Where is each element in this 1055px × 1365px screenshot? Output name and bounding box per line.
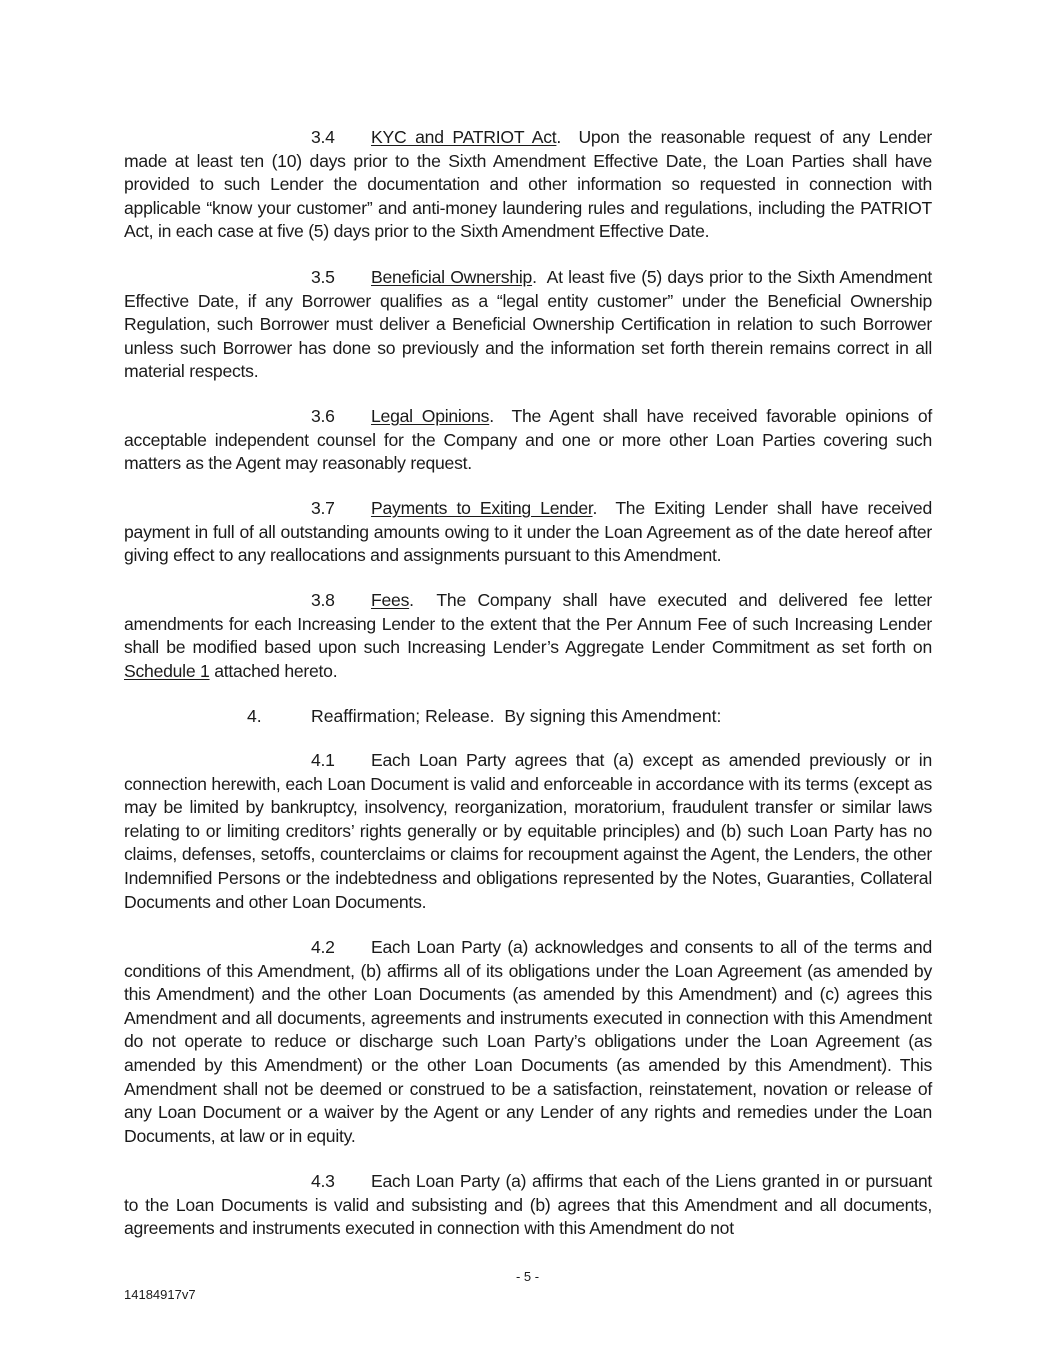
section-title: Fees [371, 590, 410, 610]
section-number: 3.6 [311, 406, 335, 426]
subsection-text: Each Loan Party agrees that (a) except as amended previously or in connection herewith, each Loan Document is valid and enforceable in accordance with its terms (except as may be limited by bankruptcy, insolvency, reorganization, moratorium, fraudulent transfer or similar laws relating to or limiting creditors’ rights generally or by equitable principles) and (b) such Loan Party has no claims, defenses, setoffs, counterclaims or claims for recoupment against the Agent, the Lenders, the other Indemnified Persons or the indebtedness and obligations represented by the Notes, Guaranties, Collateral Documents and other Loan Documents. [124, 750, 932, 912]
heading-text: By signing this Amendment: [504, 706, 722, 726]
subsection-4-1 [124, 749, 932, 914]
heading-title: Reaffirmation; Release. [311, 706, 495, 726]
section-text: Upon the reasonable request of any Lender made at least ten (10) days prior to the Sixth Amendment Effective Date, the Loan Parties shall have provided to such Lender the documentation and other information so requested in connection with applicable “know your customer” and anti-money laundering rules and regulations, including the PATRIOT Act, in each case at five (5) days prior to the Sixth Amendment Effective Date. [124, 127, 932, 242]
section-text: The Agent shall have received favorable opinions of acceptable independent counsel for the Company and one or more other Loan Parties covering such matters as the Agent may reasonably request. [124, 406, 933, 474]
document-id: 14184917v7 [124, 1287, 196, 1302]
section-title: Payments to Exiting Lender [371, 498, 593, 518]
section-text: The Company shall have executed and delivered fee letter amendments for each Increasing Lender to the extent that the Per Annum Fee of such Increasing Lender shall be modified based upon such Increasing Lender’s Aggregate Lender Commitment as set forth on [124, 590, 932, 658]
subsection-text: Each Loan Party (a) acknowledges and consents to all of the terms and conditions of this Amendment, (b) affirms all of its obligations under the Loan Agreement (as amended by this Amendment) and the other Loan Documents (as amended by this Amendment) and (c) agrees this Amendment and all documents, agreements and instruments executed in connection with this Amendment do not operate to reduce or discharge such Loan Party’s obligations under the Loan Agreement (as amended by this Amendment) or the other Loan Documents (as amended by this Amendment). This Amendment shall not be deemed or construed to be a satisfaction, reinstatement, novation or release of any Loan Document or a waiver by the Agent or any Lender of any rights and remedies under the Loan Documents, at law or in equity. [124, 937, 932, 1146]
section-title: Legal Opinions [371, 406, 490, 426]
section-title: KYC and PATRIOT Act [371, 127, 557, 147]
page-number: - 5 - [515, 1269, 540, 1284]
section-text-after: attached hereto. [214, 660, 338, 681]
section-number: 3.4 [311, 127, 335, 147]
section-text: At least five (5) days prior to the Sixth Amendment Effective Date, if any Borrower qualifies as a “legal entity customer” under the Beneficial Ownership Regulation, such Borrower must deliver a Beneficial Ownership Certification in relation to such Borrower unless such Borrower has done so previously and the information set forth therein remains correct in all material respects. [124, 267, 932, 382]
subsection-text: Each Loan Party (a) affirms that each of the Liens granted in or pursuant to the Loan Documents is valid and subsisting and (b) agrees that this Amendment and all documents, agreements and instruments executed in connection with this Amendment do not [124, 1171, 932, 1239]
subsection-4-3 [124, 1170, 932, 1241]
section-4-heading [247, 705, 721, 729]
section-3-4: 3.4 KYC and PATRIOT Act. Upon the reasonable request of any Lender made at least ten (10) days prior to the Sixth Amendment Effective Date, the Loan Parties shall have provided to such Lender the documentation and other information so requested in connection with applicable “know your customer” and anti-money laundering rules and regulations, including the PATRIOT Act, in each case at five (5) days prior to the Sixth Amendment Effective Date. [124, 127, 932, 242]
subsection-number: 4.3 [311, 1171, 335, 1191]
section-number: 3.7 [311, 498, 335, 518]
subsection-number: 4.1 [311, 750, 335, 770]
section-number: 3.5 [311, 267, 335, 287]
section-3-5: 3.5 Beneficial Ownership. At least five (5) days prior to the Sixth Amendment Effective Date, if any Borrower qualifies as a “legal entity customer” under the Beneficial Ownership Regulation, such Borrower must deliver a Beneficial Ownership Certification in relation to such Borrower unless such Borrower has done so previously and the information set forth therein remains correct in all material respects. [124, 267, 932, 382]
subsection-4-2 [124, 936, 932, 1148]
heading-number: 4. [247, 706, 262, 726]
section-3-7: 3.7 Payments to Exiting Lender. The Exiting Lender shall have received payment in full of all outstanding amounts owing to it under the Loan Agreement as of the date hereof after giving effect to any reallocations and assignments pursuant to this Amendment. [124, 498, 933, 566]
section-3-6: 3.6 Legal Opinions. The Agent shall have received favorable opinions of acceptable independent counsel for the Company and one or more other Loan Parties covering such matters as the Agent may reasonably request. [124, 406, 933, 474]
subsection-number: 4.2 [311, 937, 335, 957]
schedule-1-link[interactable]: Schedule 1 [124, 660, 210, 681]
section-title: Beneficial Ownership [371, 267, 533, 287]
section-3-8: 3.8 Fees. The Company shall have executed and delivered fee letter amendments for each Increasing Lender to the extent that the Per Annum Fee of such Increasing Lender shall be modified based upon such Increasing Lender’s Aggregate Lender Commitment as set forth on Schedule 1 attached hereto. [124, 590, 932, 681]
section-text: The Exiting Lender shall have received payment in full of all outstanding amounts owing to it under the Loan Agreement as of the date hereof after giving effect to any reallocations and assignments pursuant to this Amendment. [124, 498, 933, 566]
section-number: 3.8 [311, 590, 335, 610]
